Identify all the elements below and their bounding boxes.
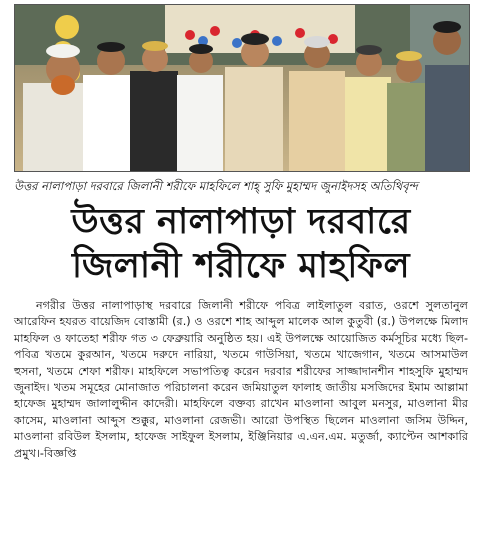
headline-line-2: জিলানী শরীফে মাহফিল	[71, 246, 411, 286]
headline-line-1: উত্তর নালাপাড়া দরবারে	[71, 202, 411, 242]
headline	[14, 200, 468, 288]
photo-caption: উত্তর নালাপাড়া দরবারে জিলানী শরীফে মাহফিলে শাহ্ সুফি মুহাম্মদ জুনাইদসহ অতিথিবৃন্দ	[14, 179, 418, 193]
event-photo	[14, 4, 470, 172]
article-body	[14, 298, 468, 462]
article-paragraph: নগরীর উত্তর নালাপাড়াস্থ দরবারে জিলানী শরীফে পবিত্র লাইলাতুল বরাত, ওরশে সুলতানুল আরেফিন হযরত বায়েজিদ বোস্তামী (র.) ও ওরশে শাহ আব্দুল মালেক আল কুতুবী (র.) উপলক্ষে মিলাদ মাহফিল ও ফাতেহা শরীফ গত ৩ ফেব্রুয়ারি অনুষ্ঠিত হয়। এই উপলক্ষে আয়োজিত কর্মসূচির মধ্যে ছিল- পবিত্র খতমে কুরআন, খতমে দরুদে নারিয়া, খতমে গাউসিয়া, খতমে খাজেগান, খতমে আসমাউল হুসনা, খতমে শেফা শরীফ। মাহফিলে সভাপতিত্ব করেন দরবার শরীফের সাজ্জাদানশীন শাহসুফি মুহাম্মদ জুনাইদ। খতম সমূহের মোনাজাত পরিচালনা করেন জমিয়াতুল ফালাহ জাতীয় মসজিদের ইমাম আল্লামা হাফেজ মুহাম্মদ জালালুদ্দীন কাদেরী। মাহফিলে বক্তব্য রাখেন মাওলানা আবুল মনসুর, মাওলানা মীর কাসেম, মাওলানা আব্দুস শুক্কুর, মাওলানা রেজভী। আরো উপস্থিত ছিলেন মাওলানা জসিম উদ্দিন, মাওলানা রবিউল ইসলাম, হাফেজ সাইফুল ইসলাম, ইঞ্জিনিয়ার এ.এন.এম. মতুর্জা, ক্যাপ্টেন আশকারি প্রমুখ।-বিজ্ঞপ্তি	[14, 299, 468, 460]
group-photo-illustration	[15, 5, 469, 171]
